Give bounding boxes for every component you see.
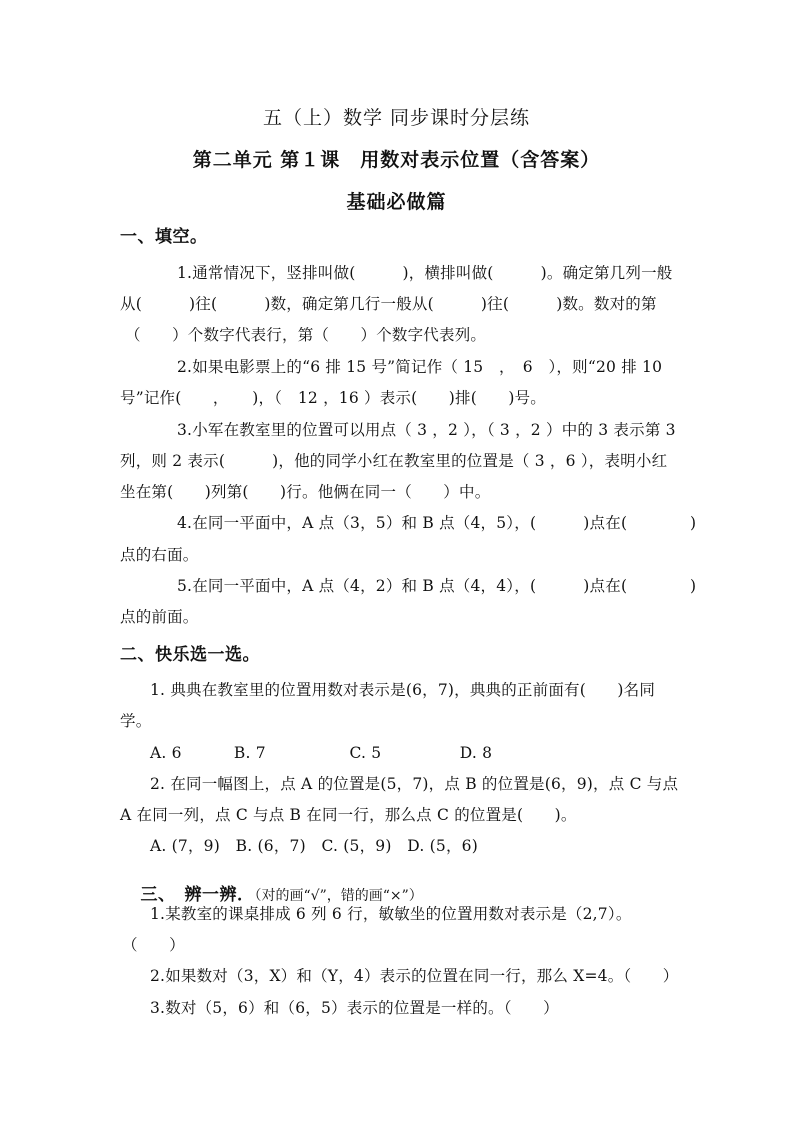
section-heading-multiple-choice: 二、快乐选一选。 — [120, 645, 260, 665]
worksheet-level: 基础必做篇 — [346, 191, 447, 213]
question-line: 点的前面。 — [120, 608, 199, 626]
question-line: 坐在第( )列第( )行。他俩在同一（ ）中。 — [120, 483, 491, 501]
section-instruction: （对的画“√”，错的画“×”） — [254, 888, 423, 904]
question-line: 3.数对（5，6）和（6，5）表示的位置是一样的。（ ） — [150, 999, 559, 1017]
question-line: 3.小军在教室里的位置可以用点（ 3 ，2 ），（ 3 ，2 ）中的 3 表示第 3 — [177, 421, 676, 439]
question-line: 从( )往( )数，确定第几行一般从( )往( )数。数对的第 — [120, 295, 657, 313]
question-line: （ ）个数字代表行，第（ ）个数字代表列。 — [125, 326, 487, 344]
question-line: 1.某教室的课桌排成 6 列 6 行，敏敏坐的位置用数对表示是（2,7）。 — [150, 905, 632, 923]
question-line: 2. 在同一幅图上，点 A 的位置是(5，7)，点 B 的位置是(6，9)，点 C 与点 — [150, 775, 679, 793]
question-line: （ ） — [122, 936, 185, 954]
question-line: 列，则 2 表示( )，他的同学小红在教室里的位置是（ 3 ，6 ），表明小红 — [120, 452, 668, 470]
worksheet-subtitle: 第二单元 第１课 用数对表示位置（含答案） — [192, 149, 601, 171]
question-line: 学。 — [120, 712, 152, 730]
question-line: 2.如果电影票上的“6 排 15 号”简记作（ 15 ， 6 ），则“20 排 10 — [177, 358, 663, 376]
question-line: 1. 典典在教室里的位置用数对表示是(6，7)，典典的正前面有( )名同 — [150, 681, 656, 699]
worksheet-title: 五（上）数学 同步课时分层练 — [262, 107, 531, 129]
question-line: 1.通常情况下，竖排叫做( )，横排叫做( )。确定第几列一般 — [177, 264, 673, 282]
question-line: A 在同一列，点 C 与点 B 在同一行，那么点 C 的位置是( )。 — [120, 806, 577, 824]
choice-options: A. (7，9) B. (6，7) C. (5，9) D. (5，6) — [150, 837, 478, 855]
question-line: 4.在同一平面中，A 点（3，5）和 B 点（4，5），( )点在( ) — [177, 514, 697, 532]
question-line: 5.在同一平面中，A 点（4，2）和 B 点（4，4），( )点在( ) — [177, 577, 697, 595]
question-line: 号”记作( ， )，（ 12 ，16 ）表示( )排( )号。 — [120, 389, 547, 407]
section-heading-true-false: 三、 辨一辨． — [140, 885, 255, 905]
question-line: 点的右面。 — [120, 546, 199, 564]
section-heading-fill-in: 一、填空。 — [120, 227, 208, 247]
choice-options: A. 6 B. 7 C. 5 D. 8 — [150, 744, 493, 762]
question-line: 2.如果数对（3，X）和（Y，4）表示的位置在同一行，那么 X=4。（ ） — [150, 967, 679, 985]
